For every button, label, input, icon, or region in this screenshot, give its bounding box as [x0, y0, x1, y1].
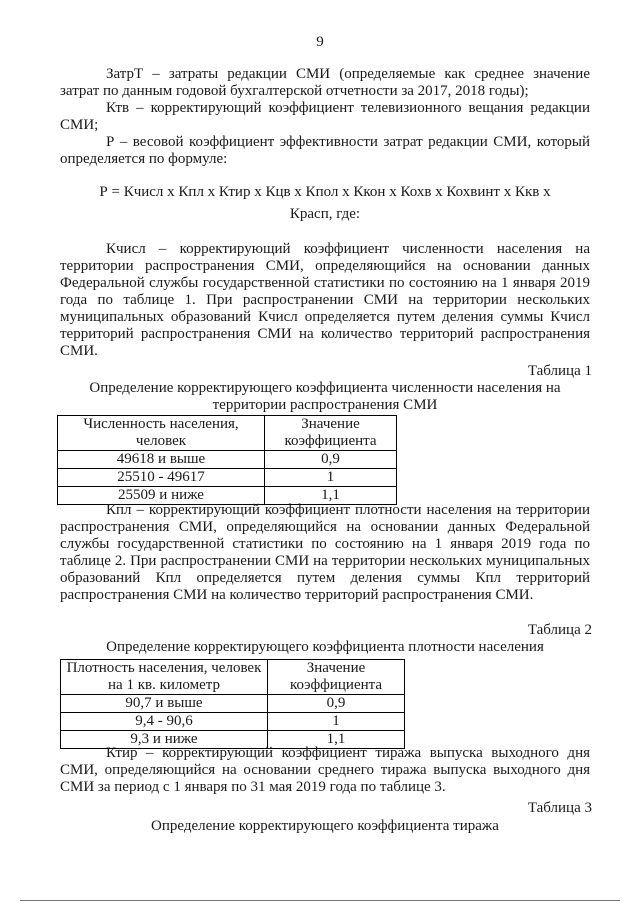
paragraph-ktv: Ктв – корректирующий коэффициент телевизионного вещания редакции СМИ; [60, 100, 590, 133]
table1-caption: Определение корректирующего коэффициента численности населения на территории распространения СМИ [89, 380, 561, 413]
formula-line-1: Р = Кчисл x Кпл x Ктир x Кцв x Кпол x Ккон x Кохв x Кохвинт x Ккв x [99, 184, 551, 200]
table1-label: Таблица 1 [527, 363, 592, 379]
table3-caption: Определение корректирующего коэффициента тиража [151, 818, 499, 834]
table2-header-coefficient: Значение коэффициента [268, 660, 405, 695]
paragraph-zatrt: ЗатрТ – затраты редакции СМИ (определяемые как среднее значение затрат по данным годовой бухгалтерской отчетности за 2017, 2018 годы); [60, 66, 590, 99]
table1-cell: 25510 - 49617 [58, 469, 265, 487]
table2-header-density: Плотность населения, человек на 1 кв. километр [61, 660, 268, 695]
table1 [57, 415, 397, 505]
table2-cell: 90,7 и выше [61, 695, 268, 713]
table2 [60, 659, 405, 749]
table1-header-population: Численность населения, человек [58, 416, 265, 451]
table-row [58, 469, 397, 487]
table1-cell: 1 [265, 469, 397, 487]
paragraph-kchisl: Кчисл – корректирующий коэффициент численности населения на территории распространения СМИ, определяющийся на основании данных Федеральной службы государственной статистики по состоянию на 1 января 2019 года по таблице 1. При распространении СМИ на территории нескольких муниципальных образований Кчисл определяется путем деления суммы Кчисл территорий распространения СМИ на количество территорий распространения СМИ. [60, 241, 590, 359]
table2-caption: Определение корректирующего коэффициента плотности населения [106, 639, 544, 655]
table2-cell: 0,9 [268, 695, 405, 713]
table1-cell: 49618 и выше [58, 451, 265, 469]
table2-label: Таблица 2 [527, 622, 592, 638]
table2-cell: 1 [268, 713, 405, 731]
table1-header-coefficient: Значение коэффициента [265, 416, 397, 451]
paragraph-ktir: Ктир – корректирующий коэффициент тиража выпуска выходного дня СМИ, определяющийся на основании среднего тиража выпуска выходного дня СМИ за период с 1 января по 31 мая 2019 года по таблице 3. [60, 745, 590, 795]
paragraph-p: Р – весовой коэффициент эффективности затрат редакции СМИ, который определяется по формуле: [60, 134, 590, 167]
table-row [61, 713, 405, 731]
table2-cell: 9,4 - 90,6 [61, 713, 268, 731]
table1-cell: 1,1 [265, 487, 397, 505]
table3-label: Таблица 3 [527, 800, 592, 816]
page-bottom-edge [20, 900, 620, 901]
table-row [61, 695, 405, 713]
paragraph-kpl: Кпл – корректирующий коэффициент плотности населения на территории распространения СМИ, определяющийся на основании данных Федеральной службы государственной статистики по состоянию на 1 января 2019 года по таблице 2. При распространении СМИ на территории нескольких муниципальных образований Кпл определяется путем деления суммы Кпл территорий распространения СМИ на количество территорий распространения СМИ. [60, 502, 590, 603]
table2-cell: 1,1 [268, 731, 405, 749]
table1-cell: 25509 и ниже [58, 487, 265, 505]
table1-cell: 0,9 [265, 451, 397, 469]
table2-cell: 9,3 и ниже [61, 731, 268, 749]
table-row [58, 451, 397, 469]
formula-line-2: Красп, где: [289, 206, 361, 222]
page-number: 9 [316, 34, 324, 50]
